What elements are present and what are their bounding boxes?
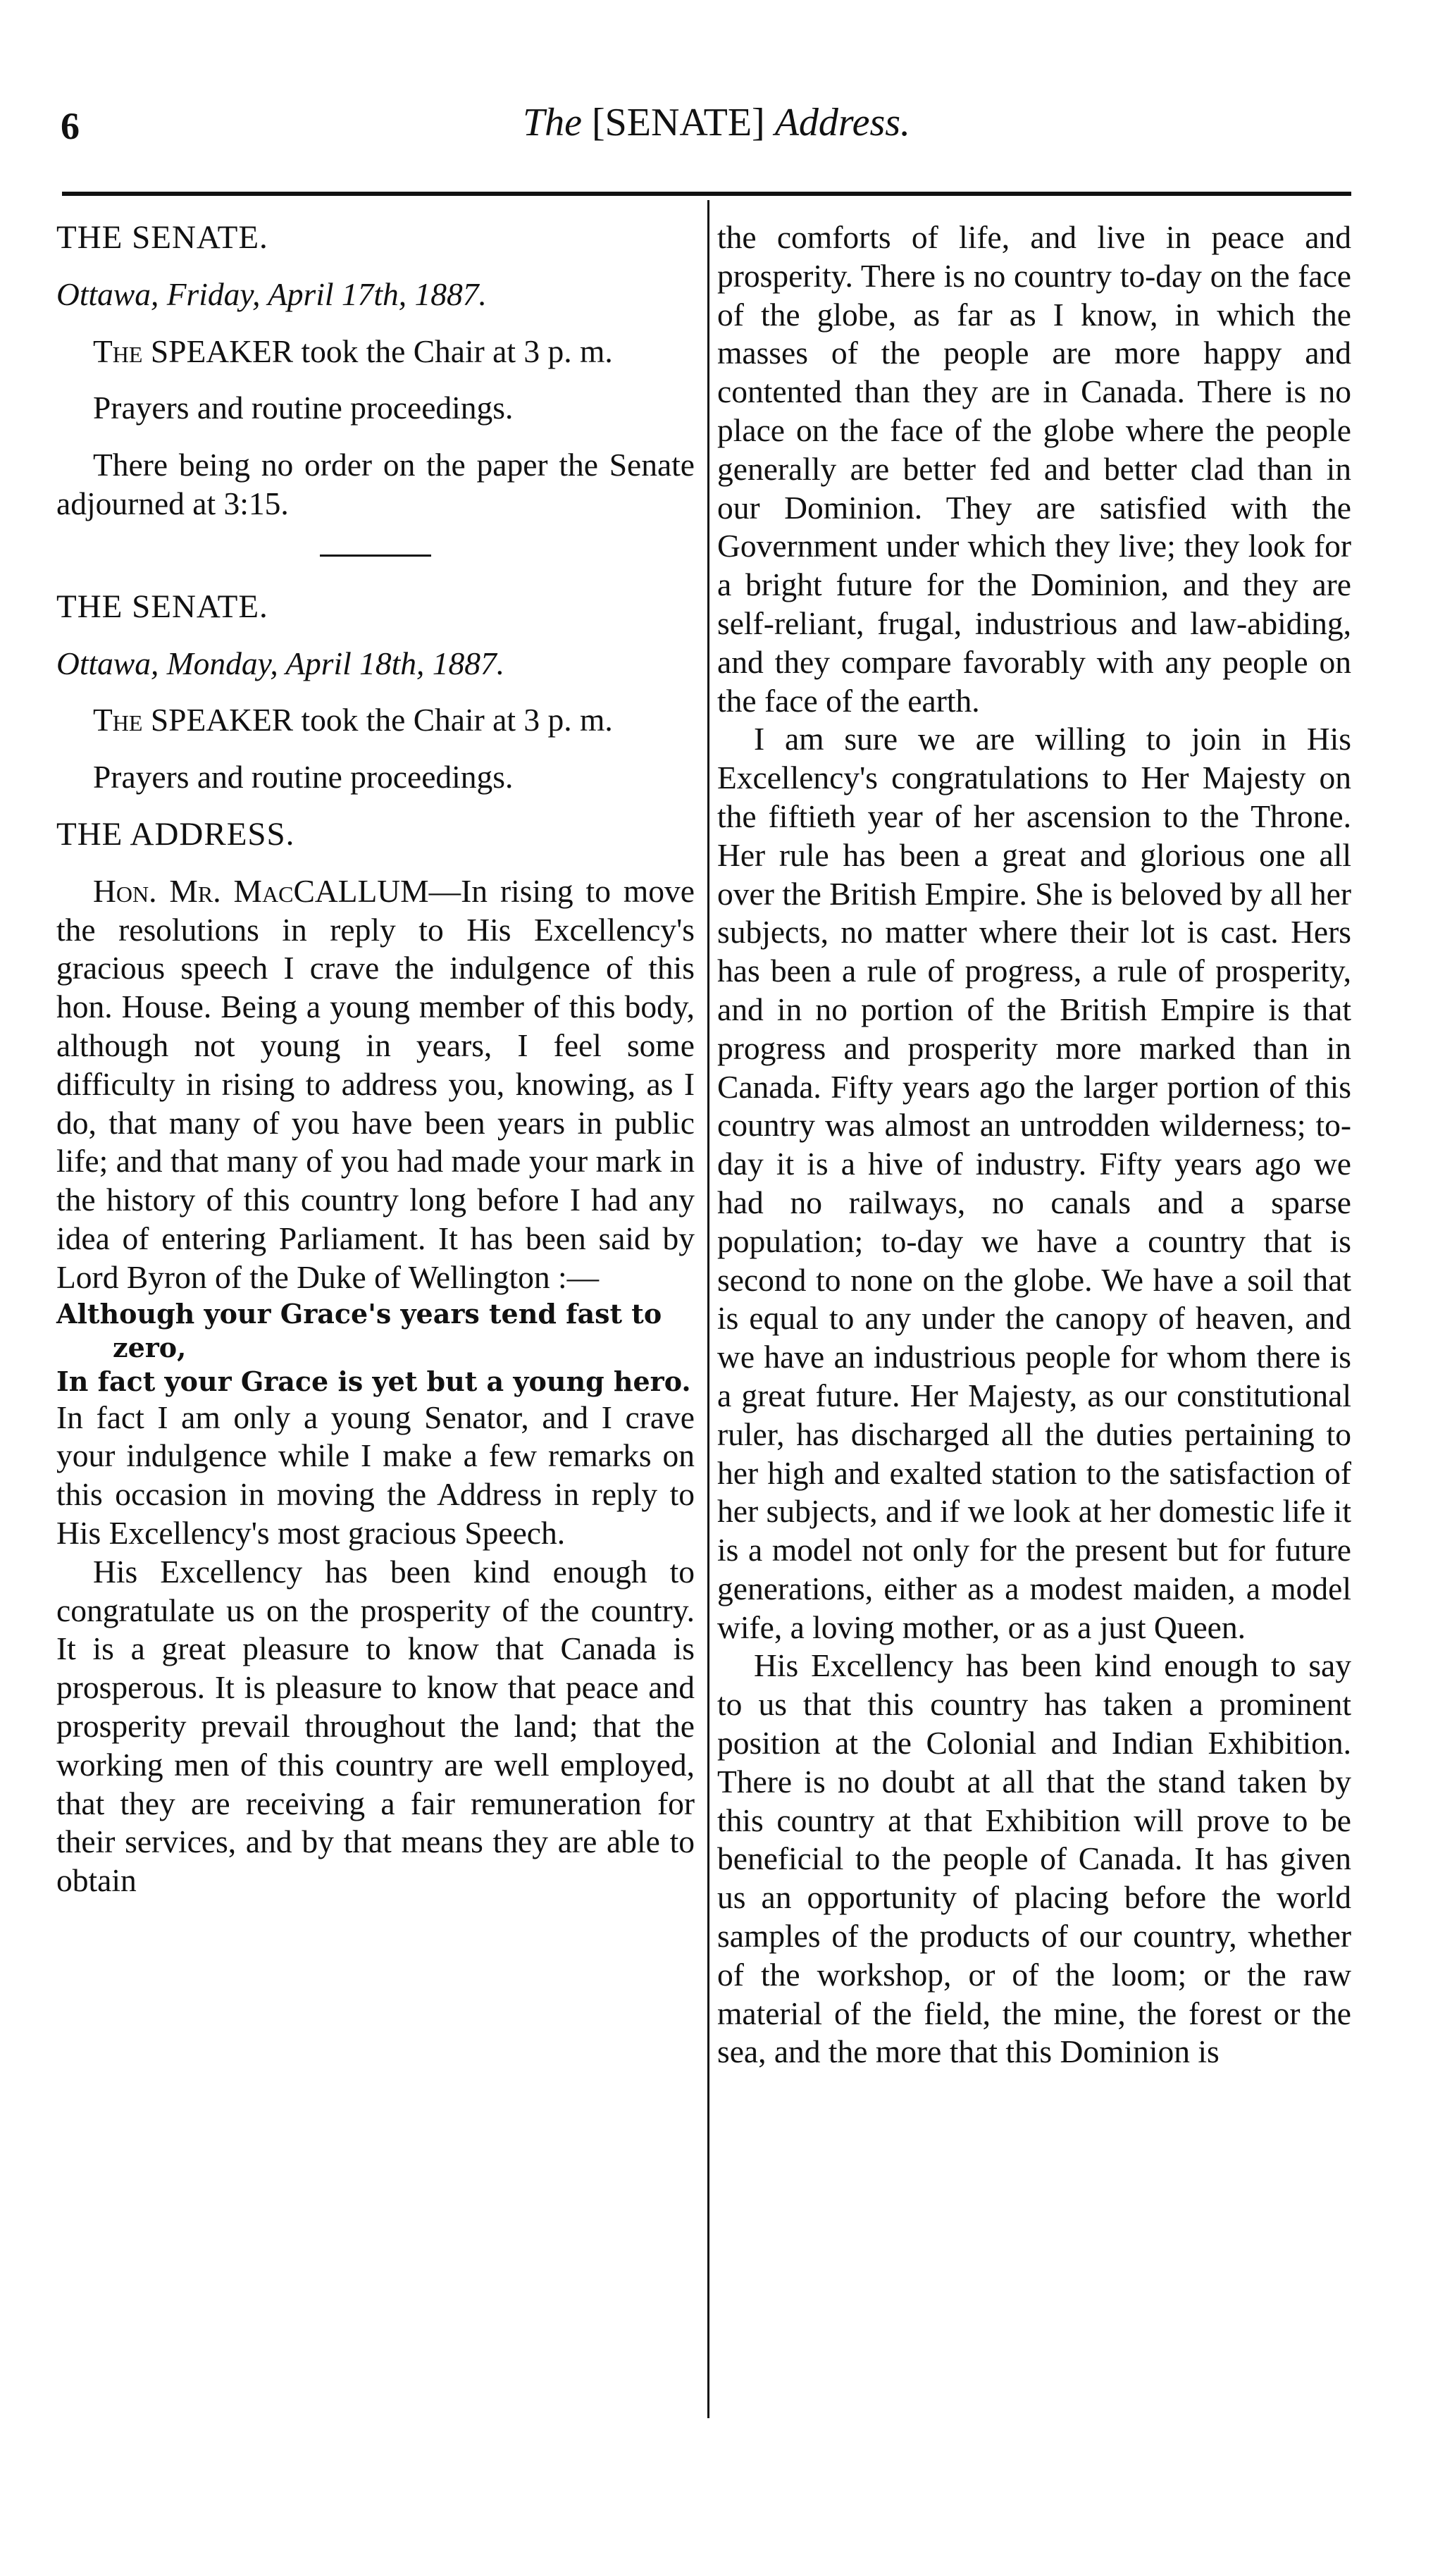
paragraph-text: —In rising to move the resolutions in reply to His Excellency's gracious speech I crave the indulgence of this hon. House. Being a young member of this body, although not young in years, I feel some difficulty in rising to address you, knowing, as I do, that many of you have been years in public life; and that many of you had made your mark in the history of this country long before I had any idea of entering Parliament. It has been said by Lord Byron of the Duke of Wellington :— <box>56 872 695 1295</box>
paragraph-text: SPEAKER took the Chair at 3 p. m. <box>150 702 613 738</box>
paragraph: I am sure we are willing to join in His Excellency's congratulations to Her Majesty on the fiftieth year of her ascension to the Throne. Her rule has been a great and glorious one all over the British Empire. She is beloved by all her subjects, no matter where their lot is cast. Hers has been a rule of progress, a rule of prosperity, and in no portion of the British Empire is that progress and prosperity more marked than in Canada. Fifty years ago the larger portion of this country was almost an untrodden wilderness; to-day it is a hive of industry. Fifty years ago we had no railways, no canals and a sparse population; to-day we have a country that is second to none on the globe. We have a soil that is equal to any under the canopy of heaven, and we have an industrious people for whom there is a great future. Her Majesty, as our constitutional ruler, has discharged all the duties pertaining to her high and exalted station to the satisfaction of her subjects, and if we look at her domestic life it is a model not only for the present but for future generations, either as a modest maiden, a model wife, a loving mother, or as a just Queen. <box>717 721 1351 1645</box>
running-head-pre: The <box>522 101 582 144</box>
header-rule <box>62 192 1351 196</box>
paragraph: the comforts of life, and live in peace and prosperity. There is no country to-day on the face of the globe, as far as I know, in which the masses of the people are more happy and contented than they are in Canada. There is no place on the face of the globe where the people generally are better fed and better clad than in our Dominion. They are satisfied with the Government under which they live; they look for a bright future for the Dominion, and they are self-reliant, frugal, industrious and law-abiding, and they compare favorably with any people on the face of the earth. <box>717 219 1351 719</box>
paragraph <box>56 701 695 740</box>
paragraph: In fact I am only a young Senator, and I crave your indulgence while I make a few remarks on this occasion in moving the Address in reply to His Excellency's most gracious Speech. <box>56 1399 695 1551</box>
speaker-name: Hon. Mr. MacCALLUM <box>93 872 429 909</box>
section-title: THE SENATE. <box>56 588 268 625</box>
paragraph: His Excellency has been kind enough to congratulate us on the prosperity of the country. It is a great pleasure to know that Canada is prosperous. It is pleasure to know that peace and prosperity prevail throughout the land; that the working men of this country are well employed, that they are receiving a fair remuneration for their services, and by that means they are able to obtain <box>56 1553 695 1899</box>
verse-line: zero, <box>113 1331 187 1363</box>
paragraph: His Excellency has been kind enough to say to us that this country has taken a prominent position at the Colonial and Indian Exhibition. There is no doubt at all that the stand taken by this country at that Exhibition will prove to be beneficial to the people of Canada. It has given us an opportunity of placing before the world samples of the products of our country, whether of the workshop, or of the loom; or the raw material of the field, the mine, the forest or the sea, and the more that this Dominion is <box>717 1647 1351 2070</box>
verse-line: Although your Grace's years tend fast to <box>56 1297 662 1330</box>
running-head <box>0 100 1433 145</box>
left-column <box>56 218 695 1900</box>
running-head-post: Address. <box>774 101 911 144</box>
verse-quote <box>56 1297 695 1399</box>
section-title: THE SENATE. <box>56 219 268 256</box>
paragraph-lead: The <box>93 702 143 738</box>
paragraph: Prayers and routine proceedings. <box>93 759 514 795</box>
paragraph-text: SPEAKER took the Chair at 3 p. m. <box>150 333 613 369</box>
dateline: Ottawa, Friday, April 17th, 1887. <box>56 275 487 312</box>
speech-paragraph <box>56 872 695 1297</box>
paragraph: Prayers and routine proceedings. <box>93 390 514 426</box>
column-divider <box>707 200 709 2418</box>
paragraph <box>56 333 695 371</box>
section-title: THE ADDRESS. <box>56 815 295 853</box>
paragraph: There being no order on the paper the Senate adjourned at 3:15. <box>56 447 695 521</box>
running-head-mid: [SENATE] <box>591 101 765 144</box>
paragraph-lead: The <box>93 333 143 369</box>
page-number: 6 <box>61 105 80 147</box>
right-column <box>717 218 1351 2072</box>
verse-line: In fact your Grace is yet but a young hero. <box>56 1365 691 1397</box>
dateline: Ottawa, Monday, April 18th, 1887. <box>56 645 505 681</box>
